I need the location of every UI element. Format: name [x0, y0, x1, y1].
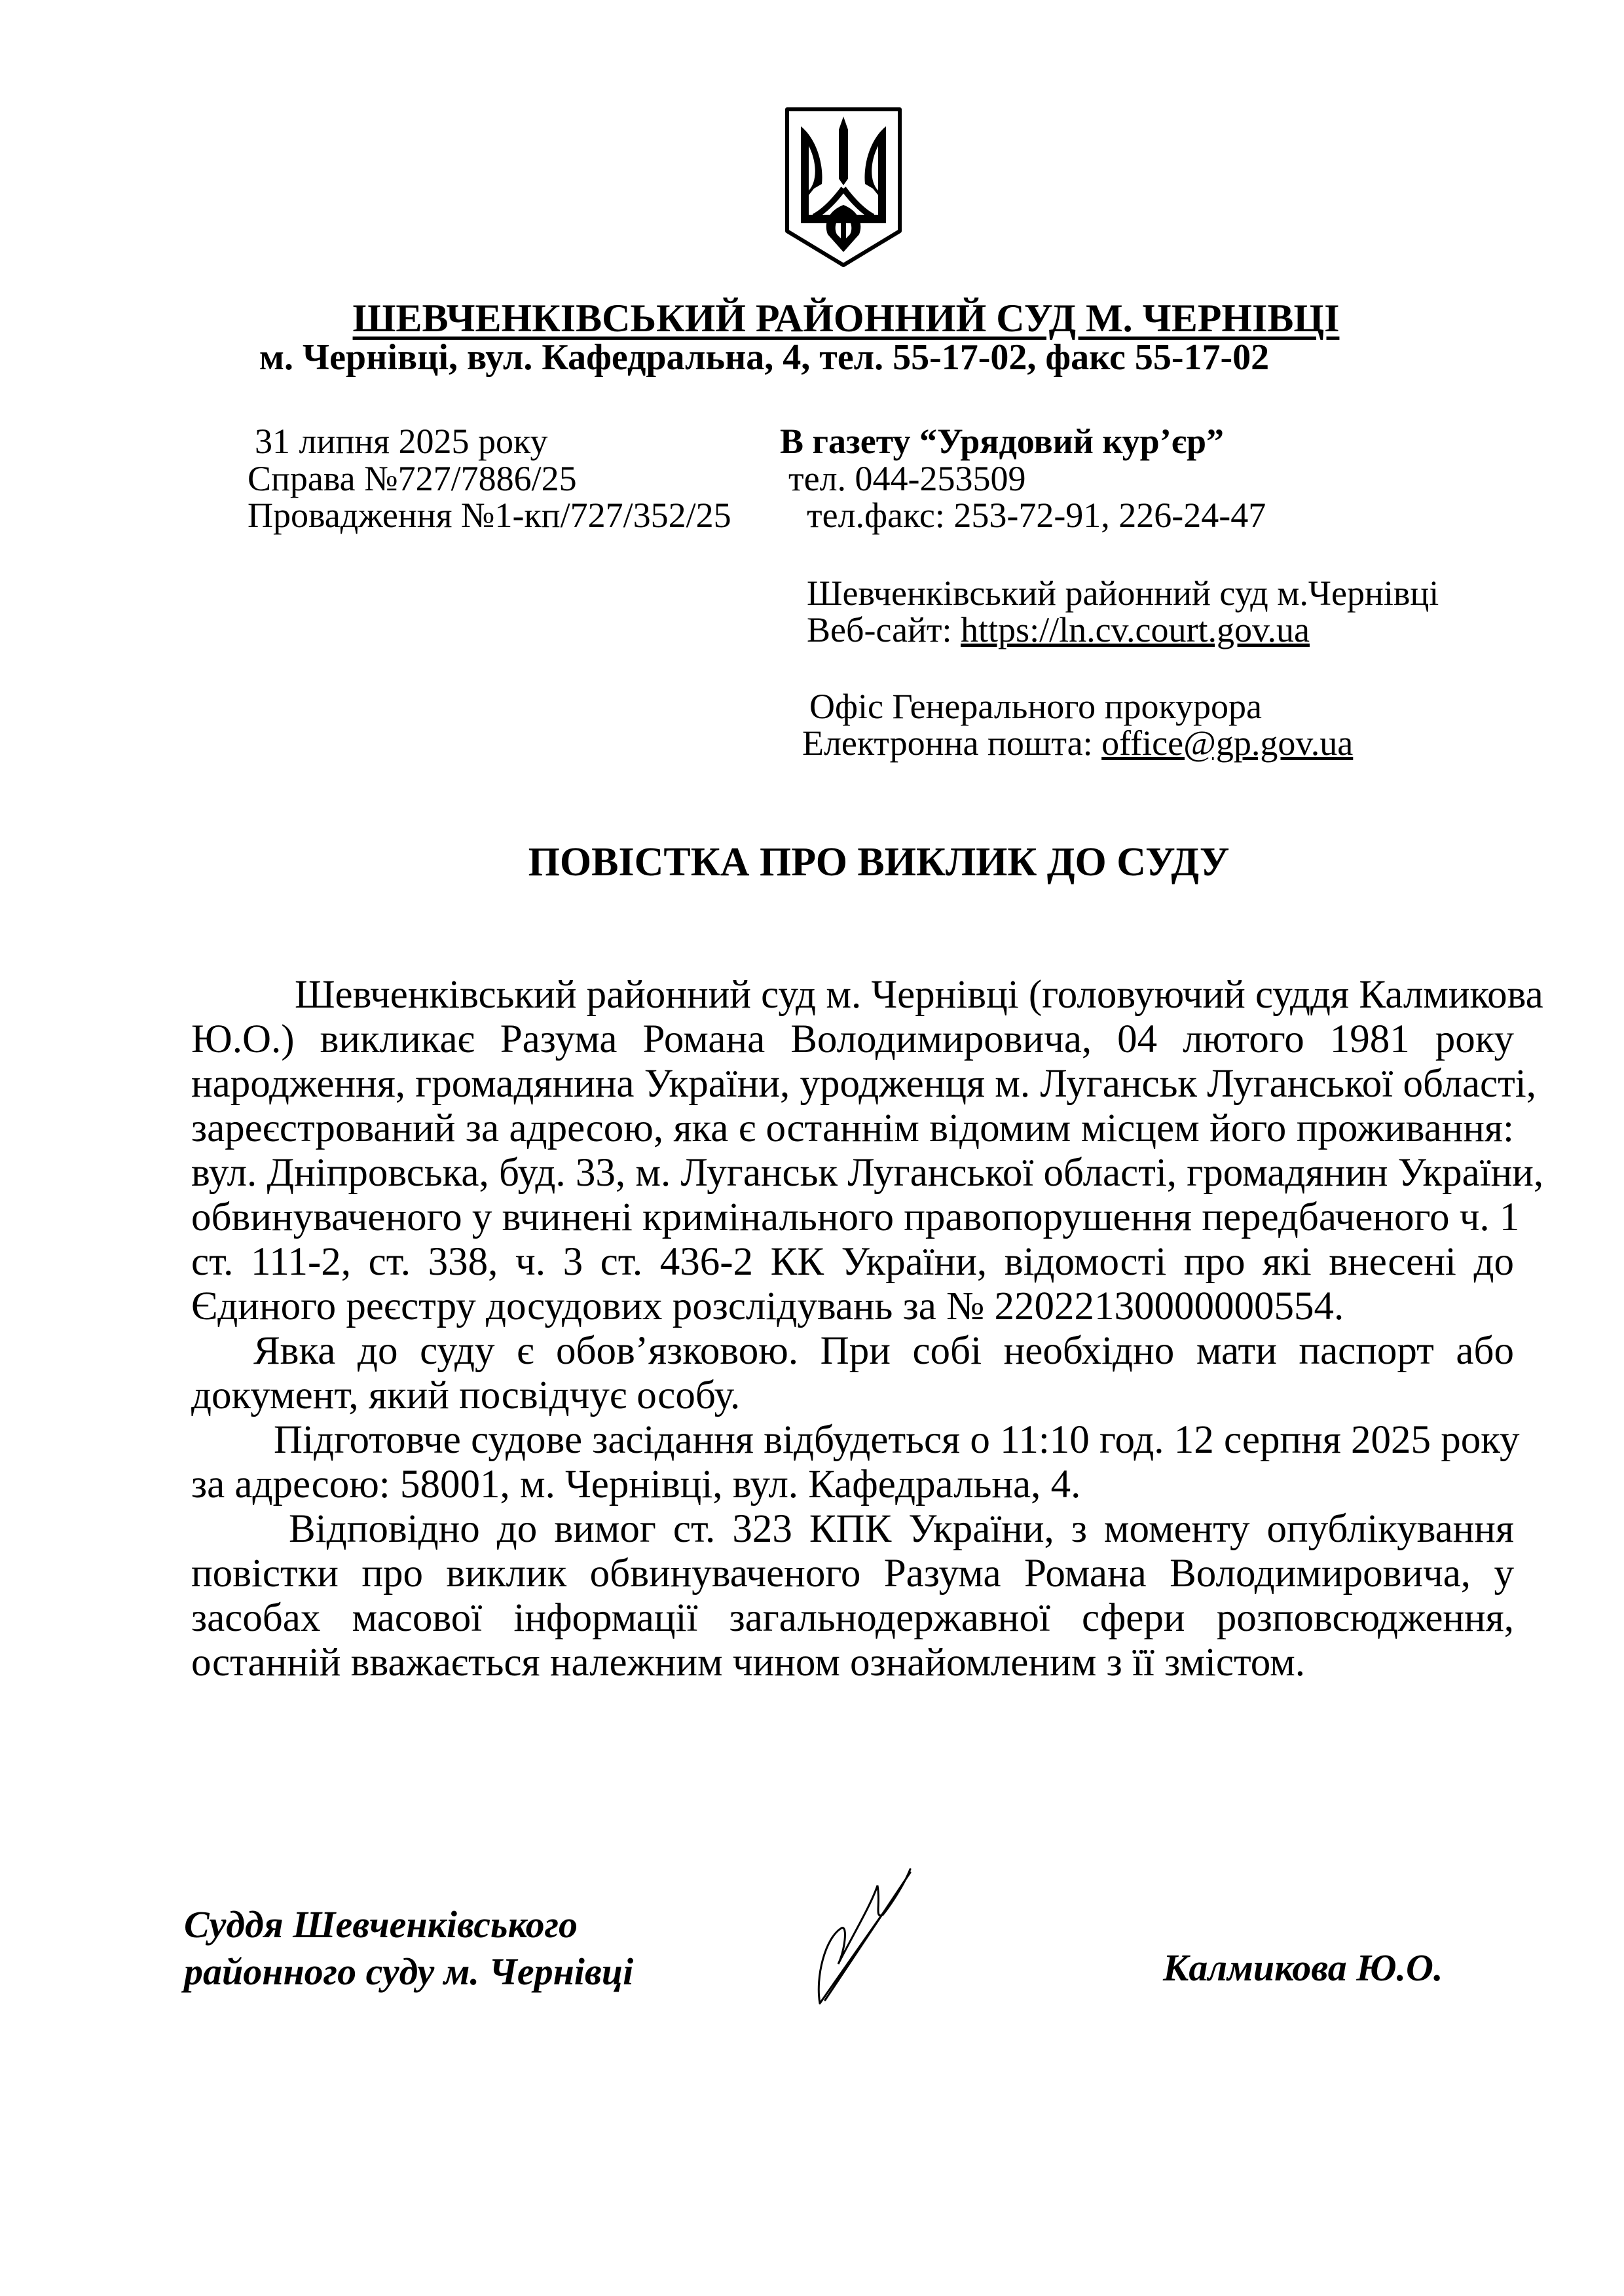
court-name-heading: ШЕВЧЕНКІВСЬКИЙ РАЙОННИЙ СУД М. ЧЕРНІВЦІ	[352, 297, 1340, 340]
coat-of-arms-emblem	[784, 107, 902, 267]
court-address: м. Чернівці, вул. Кафедральна, 4, тел. 55-17-02, факс 55-17-02	[259, 337, 1270, 378]
proceeding-number: Провадження №1-кп/727/352/25	[248, 496, 731, 535]
body-line: Підготовче судове засідання відбудеться о 11:10 год. 12 серпня 2025 року	[274, 1418, 1520, 1462]
body-line: документ, який посвідчує особу.	[191, 1374, 741, 1417]
recipient-newspaper: В газету “Урядовий кур’єр”	[780, 422, 1225, 461]
body-line: Єдиного реєстру досудових розслідувань за № 22022130000000554.	[191, 1285, 1344, 1328]
body-line: зареєстрований за адресою, яка є останнім відомим місцем його проживання:	[191, 1106, 1514, 1150]
judge-position-line1: Суддя Шевченківського	[184, 1903, 578, 1946]
body-line: народження, громадянина України, уродженця м. Луганськ Луганської області,	[191, 1062, 1536, 1106]
newspaper-fax: тел.факс: 253-72-91, 226-24-47	[807, 496, 1266, 535]
website-link[interactable]: https://ln.cv.court.gov.ua	[961, 610, 1310, 649]
body-line: за адресою: 58001, м. Чернівці, вул. Кафедральна, 4.	[191, 1463, 1081, 1506]
recipient-prosecutor: Офіс Генерального прокурора	[809, 687, 1262, 726]
case-number: Справа №727/7886/25	[248, 459, 577, 498]
newspaper-phone: тел. 044-253509	[788, 459, 1026, 498]
body-line: Ю.О.) викликає Разума Романа Володимировича, 04 лютого 1981 року	[191, 1017, 1514, 1061]
court-website	[807, 611, 1310, 648]
body-line: обвинуваченого у вчинені кримінального правопорушення передбаченого ч. 1	[191, 1195, 1520, 1239]
body-line: засобах масової інформації загальнодержавної сфери розповсюдження,	[191, 1596, 1514, 1640]
body-line: ст. 111-2, ст. 338, ч. 3 ст. 436-2 КК України, відомості про які внесені до	[191, 1240, 1514, 1284]
body-line: Відповідно до вимог ст. 323 КПК України, з моменту опублікування	[289, 1507, 1514, 1551]
recipient-court: Шевченківський районний суд м.Чернівці	[807, 574, 1439, 613]
body-line: останній вважається належним чином ознайомленим з її змістом.	[191, 1641, 1306, 1685]
handwritten-signature	[812, 1866, 956, 2007]
body-line: вул. Дніпровська, буд. 33, м. Луганськ Луганської області, громадянин України,	[191, 1151, 1544, 1195]
body-line: Явка до суду є обов’язковою. При собі необхідно мати паспорт або	[253, 1329, 1514, 1373]
email-label: Електронна пошта:	[802, 723, 1102, 763]
document-title: ПОВІСТКА ПРО ВИКЛИК ДО СУДУ	[528, 840, 1230, 884]
judge-position-line2: районного суду м. Чернівці	[184, 1950, 634, 1993]
website-label: Веб-сайт:	[807, 610, 961, 649]
prosecutor-email	[802, 725, 1353, 761]
judge-name: Калмикова Ю.О.	[1163, 1946, 1443, 1989]
document-date: 31 липня 2025 року	[255, 422, 548, 461]
summons-body	[191, 973, 1544, 1685]
body-line: Шевченківський районний суд м. Чернівці (головуючий суддя Калмикова	[295, 973, 1543, 1017]
email-link[interactable]: office@gp.gov.ua	[1101, 723, 1354, 763]
body-line: повістки про виклик обвинуваченого Разума Романа Володимировича, у	[191, 1552, 1514, 1595]
